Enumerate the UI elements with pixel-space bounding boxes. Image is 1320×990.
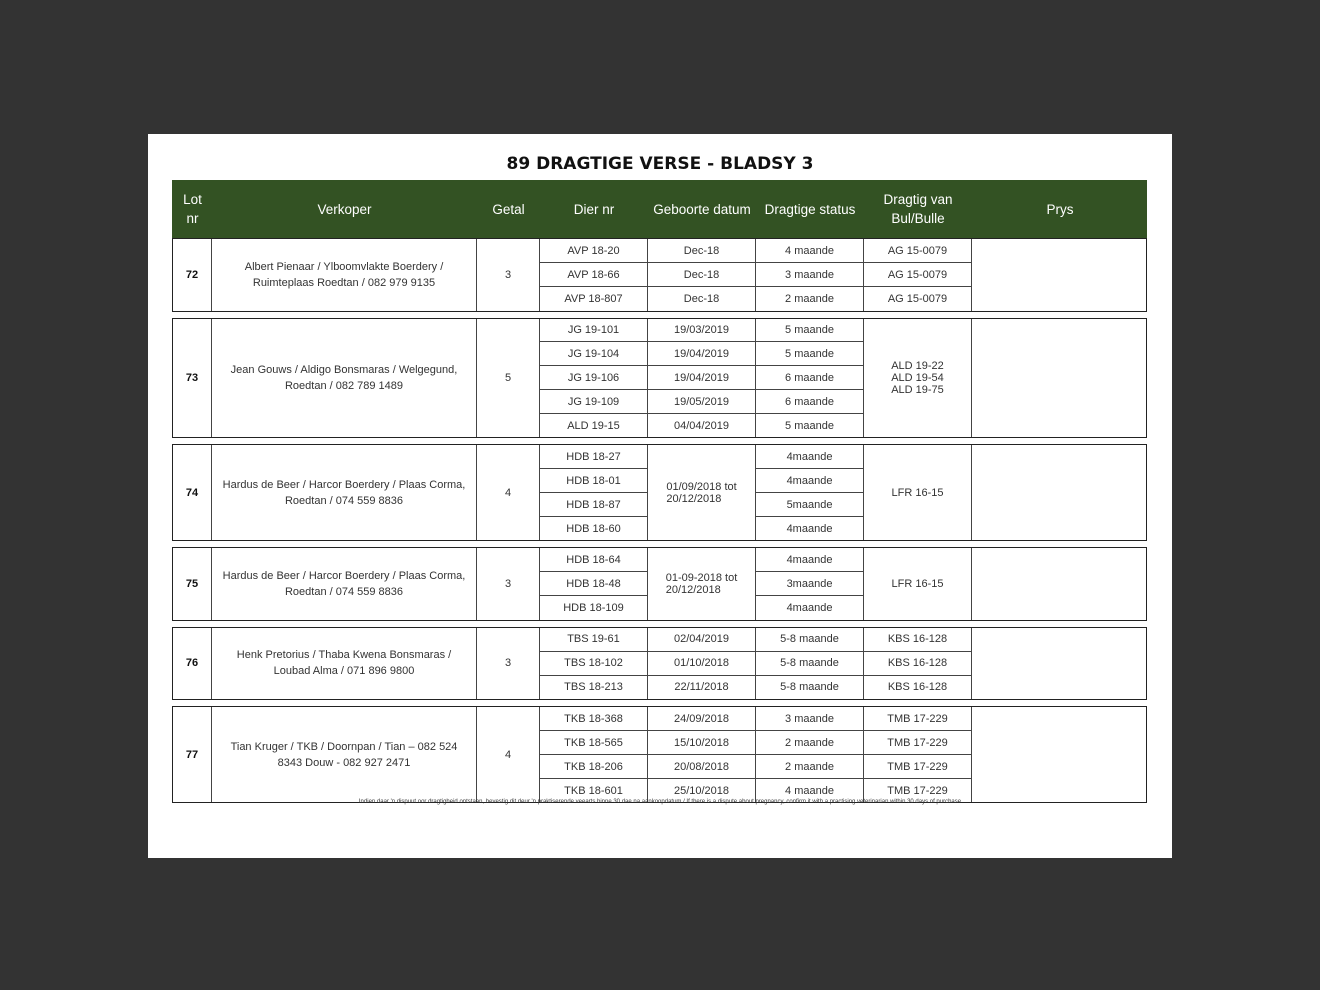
birth-date-column	[648, 548, 756, 620]
animal-nr: TBS 18-102	[540, 651, 647, 675]
price-cell	[972, 628, 1148, 700]
bull-id: AG 15-0079	[864, 286, 971, 310]
seller: Albert Pienaar / Ylboomvlakte Boerdery / Ruimteplaas Roedtan / 082 979 9135	[212, 239, 477, 311]
bull-id: KBS 16-128	[887, 633, 948, 646]
bull-id-column	[864, 445, 972, 540]
header-seller: Verkoper	[317, 201, 372, 217]
animal-count: 4	[477, 445, 540, 540]
lot-number: 73	[173, 319, 212, 438]
seller: Hardus de Beer / Harcor Boerdery / Plaas Corma, Roedtan / 074 559 8836	[212, 445, 477, 540]
bull-id: ALD 19-22 ALD 19-54 ALD 19-75	[891, 359, 944, 396]
birth-date: 01-09-2018 tot 20/12/2018	[665, 571, 738, 596]
price-cell	[972, 707, 1148, 802]
birth-date-column	[648, 628, 756, 700]
pregnancy-status-column	[756, 445, 864, 540]
animal-nr-column	[540, 239, 648, 311]
bull-id: TMB 17-229	[864, 778, 971, 802]
seller: Henk Pretorius / Thaba Kwena Bonsmaras / Loubad Alma / 071 896 9800	[212, 628, 477, 700]
pregnancy-status: 2 maande	[756, 754, 863, 778]
animal-nr: JG 19-109	[540, 389, 647, 413]
price-cell	[972, 319, 1148, 438]
pregnancy-status: 3maande	[756, 571, 863, 595]
pregnancy-status: 5-8 maande	[756, 651, 863, 675]
birth-date: 01/10/2018	[648, 651, 755, 675]
birth-date: 19/05/2019	[648, 389, 755, 413]
birth-date: 19/04/2019	[648, 341, 755, 365]
pregnancy-status-column	[756, 707, 864, 802]
animal-nr: AVP 18-807	[540, 286, 647, 310]
animal-count: 3	[477, 239, 540, 311]
birth-date-column	[648, 707, 756, 802]
price-cell	[972, 548, 1148, 620]
lot-block	[172, 444, 1147, 541]
animal-nr: HDB 18-60	[540, 516, 647, 540]
animal-nr: TBS 18-213	[540, 675, 647, 699]
pregnancy-status: 5 maande	[756, 413, 863, 437]
pregnancy-status-column	[756, 239, 864, 311]
pregnancy-status-column	[756, 319, 864, 438]
header-pregnancy-status: Dragtige status	[764, 201, 856, 217]
animal-nr: JG 19-101	[567, 323, 620, 336]
bull-id-column	[864, 239, 972, 311]
header-animal-nr: Dier nr	[573, 201, 615, 217]
pregnancy-status: 4 maande	[785, 244, 834, 257]
pregnancy-status: 4maande	[786, 450, 833, 463]
animal-nr: TKB 18-368	[564, 712, 623, 725]
lots-body	[172, 238, 1147, 803]
animal-nr-column	[540, 548, 648, 620]
animal-nr: HDB 18-01	[540, 468, 647, 492]
lot-block	[172, 627, 1147, 701]
page-title: 89 DRAGTIGE VERSE - BLADSY 3	[506, 154, 814, 174]
lot-number: 77	[173, 707, 212, 802]
birth-date: 02/04/2019	[673, 633, 730, 646]
bull-id-column	[864, 628, 972, 700]
bull-id: TMB 17-229	[864, 754, 971, 778]
lot-block	[172, 706, 1147, 803]
pregnancy-status-column	[756, 628, 864, 700]
lot-number: 76	[173, 628, 212, 700]
footnote: Indien daar 'n dispuut oor dragtigheid ontstaan, bevestig dit deur 'n praktiserende veearts binne 30 dae na aankoopdatum / If there is a dispute about pregnancy, confirm it with a practising veterinarian within 30 days of purchase	[358, 799, 962, 805]
animal-nr: JG 19-104	[540, 341, 647, 365]
birth-date: 24/09/2018	[673, 712, 730, 725]
seller: Jean Gouws / Aldigo Bonsmaras / Welgegund, Roedtan / 082 789 1489	[212, 319, 477, 438]
lot-block	[172, 547, 1147, 621]
pregnancy-status: 4maande	[756, 595, 863, 619]
bull-id: KBS 16-128	[864, 651, 971, 675]
header-lot-nr: Lot nr	[183, 192, 202, 226]
header-birth-date: Geboorte datum	[653, 201, 751, 217]
bull-id-column	[864, 548, 972, 620]
lots-table	[172, 180, 1147, 803]
lot-number: 75	[173, 548, 212, 620]
animal-count: 5	[477, 319, 540, 438]
seller: Hardus de Beer / Harcor Boerdery / Plaas Corma, Roedtan / 074 559 8836	[212, 548, 477, 620]
pregnancy-status: 6 maande	[756, 365, 863, 389]
animal-nr: HDB 18-87	[540, 492, 647, 516]
birth-date: Dec-18	[648, 286, 755, 310]
bull-id-column	[864, 707, 972, 802]
table-header	[172, 180, 1147, 238]
pregnancy-status: 4maande	[756, 468, 863, 492]
animal-nr: JG 19-106	[540, 365, 647, 389]
pregnancy-status: 4maande	[786, 553, 833, 566]
birth-date: 01/09/2018 tot 20/12/2018	[666, 480, 737, 505]
animal-nr: TKB 18-601	[540, 778, 647, 802]
animal-nr-column	[540, 628, 648, 700]
animal-nr: TKB 18-206	[540, 754, 647, 778]
pregnancy-status: 3 maande	[785, 712, 834, 725]
birth-date: 19/04/2019	[648, 365, 755, 389]
header-count: Getal	[492, 201, 525, 217]
pregnancy-status-column	[756, 548, 864, 620]
pregnancy-status: 6 maande	[756, 389, 863, 413]
bull-id: AG 15-0079	[864, 262, 971, 286]
pregnancy-status: 3 maande	[756, 262, 863, 286]
bull-id: TMB 17-229	[887, 712, 948, 725]
pregnancy-status: 2 maande	[756, 730, 863, 754]
birth-date: 25/10/2018	[648, 778, 755, 802]
bull-id-column	[864, 319, 972, 438]
seller: Tian Kruger / TKB / Doornpan / Tian – 082 524 8343 Douw - 082 927 2471	[212, 707, 477, 802]
animal-nr: ALD 19-15	[540, 413, 647, 437]
pregnancy-status: 5maande	[756, 492, 863, 516]
animal-nr: HDB 18-27	[566, 450, 621, 463]
birth-date: 22/11/2018	[648, 675, 755, 699]
birth-date: 20/08/2018	[648, 754, 755, 778]
pregnancy-status: 4maande	[756, 516, 863, 540]
bull-id: TMB 17-229	[864, 730, 971, 754]
birth-date: Dec-18	[683, 244, 720, 257]
birth-date: 15/10/2018	[648, 730, 755, 754]
lot-block	[172, 318, 1147, 439]
animal-count: 3	[477, 628, 540, 700]
birth-date: 19/03/2019	[673, 323, 730, 336]
bull-id: LFR 16-15	[891, 577, 944, 590]
animal-nr: AVP 18-20	[567, 244, 620, 257]
pregnancy-status: 5 maande	[756, 341, 863, 365]
price-cell	[972, 239, 1148, 311]
lot-block	[172, 238, 1147, 312]
birth-date-column	[648, 445, 756, 540]
animal-nr: TBS 19-61	[567, 633, 620, 646]
header-price: Prys	[1046, 201, 1074, 217]
animal-nr: TKB 18-565	[540, 730, 647, 754]
lot-number: 72	[173, 239, 212, 311]
header-bull: Dragtig van Bul/Bulle	[883, 192, 953, 226]
pregnancy-status: 4 maande	[756, 778, 863, 802]
pregnancy-status: 5 maande	[785, 323, 834, 336]
animal-nr: HDB 18-64	[566, 553, 621, 566]
bull-id: AG 15-0079	[887, 244, 948, 257]
birth-date: Dec-18	[648, 262, 755, 286]
price-cell	[972, 445, 1148, 540]
bull-id: LFR 16-15	[891, 486, 944, 499]
animal-nr-column	[540, 707, 648, 802]
animal-nr-column	[540, 319, 648, 438]
pregnancy-status: 2 maande	[756, 286, 863, 310]
birth-date-column	[648, 239, 756, 311]
animal-nr: HDB 18-48	[540, 571, 647, 595]
bull-id: KBS 16-128	[864, 675, 971, 699]
pregnancy-status: 5-8 maande	[780, 633, 839, 646]
catalogue-page	[148, 134, 1172, 858]
lot-number: 74	[173, 445, 212, 540]
birth-date-column	[648, 319, 756, 438]
animal-nr-column	[540, 445, 648, 540]
birth-date: 04/04/2019	[648, 413, 755, 437]
animal-nr: HDB 18-109	[540, 595, 647, 619]
animal-nr: AVP 18-66	[540, 262, 647, 286]
pregnancy-status: 5-8 maande	[756, 675, 863, 699]
animal-count: 4	[477, 707, 540, 802]
animal-count: 3	[477, 548, 540, 620]
